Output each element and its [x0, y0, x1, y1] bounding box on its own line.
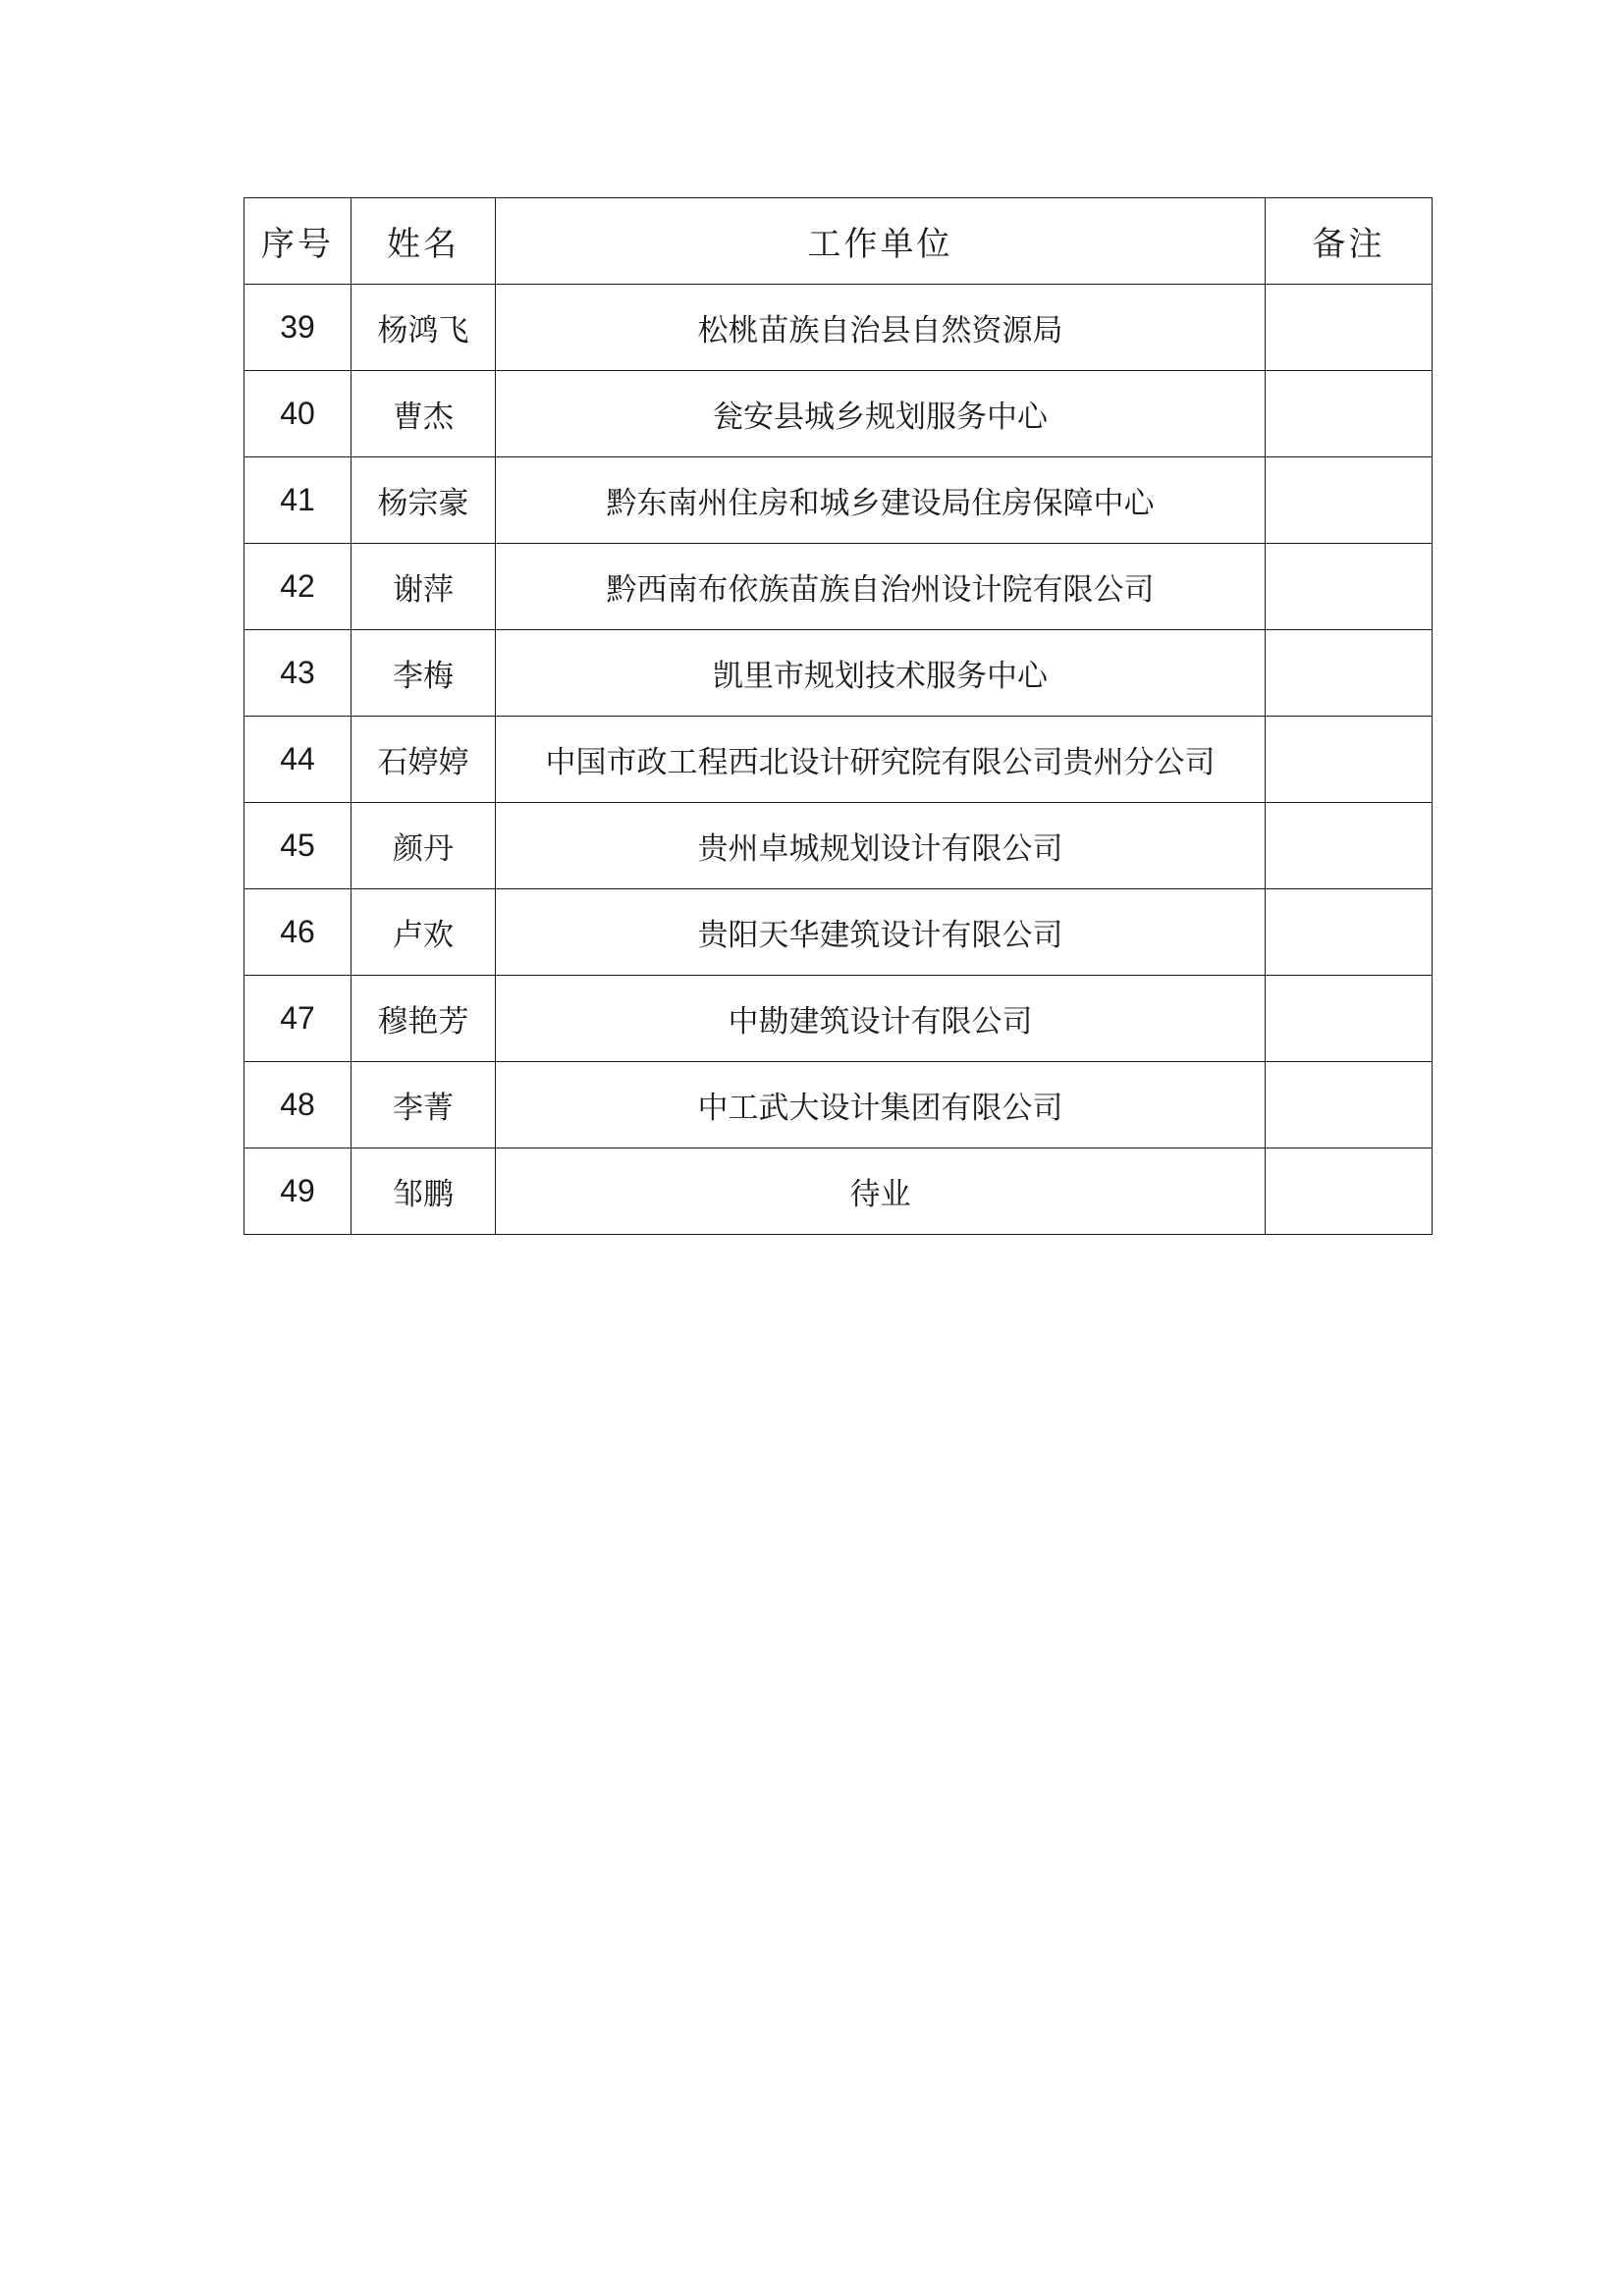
cell-no: 46 [244, 889, 352, 976]
cell-no: 44 [244, 717, 352, 803]
cell-unit: 凯里市规划技术服务中心 [496, 630, 1266, 717]
table-body [244, 285, 1433, 1235]
cell-no: 42 [244, 544, 352, 630]
table-row [244, 371, 1433, 457]
cell-unit: 中勘建筑设计有限公司 [496, 976, 1266, 1062]
cell-unit: 贵阳天华建筑设计有限公司 [496, 889, 1266, 976]
cell-note [1266, 544, 1433, 630]
cell-unit: 松桃苗族自治县自然资源局 [496, 285, 1266, 371]
table-row [244, 1062, 1433, 1148]
cell-note [1266, 457, 1433, 544]
header-row [244, 198, 1433, 285]
cell-unit: 中工武大设计集团有限公司 [496, 1062, 1266, 1148]
table-row [244, 803, 1433, 889]
header-note: 备注 [1266, 198, 1433, 285]
cell-note [1266, 976, 1433, 1062]
cell-name: 李菁 [352, 1062, 496, 1148]
cell-no: 39 [244, 285, 352, 371]
cell-no: 45 [244, 803, 352, 889]
table-row [244, 285, 1433, 371]
cell-note [1266, 1148, 1433, 1235]
cell-name: 邹鹏 [352, 1148, 496, 1235]
cell-name: 李梅 [352, 630, 496, 717]
table-row [244, 717, 1433, 803]
cell-name: 杨鸿飞 [352, 285, 496, 371]
table-row [244, 889, 1433, 976]
cell-note [1266, 371, 1433, 457]
cell-name: 曹杰 [352, 371, 496, 457]
cell-unit: 黔西南布依族苗族自治州设计院有限公司 [496, 544, 1266, 630]
header-name: 姓名 [352, 198, 496, 285]
cell-note [1266, 1062, 1433, 1148]
cell-name: 穆艳芳 [352, 976, 496, 1062]
cell-no: 47 [244, 976, 352, 1062]
cell-note [1266, 889, 1433, 976]
table-row [244, 1148, 1433, 1235]
cell-unit: 瓮安县城乡规划服务中心 [496, 371, 1266, 457]
cell-note [1266, 285, 1433, 371]
cell-unit: 黔东南州住房和城乡建设局住房保障中心 [496, 457, 1266, 544]
cell-no: 41 [244, 457, 352, 544]
table-header [244, 198, 1433, 285]
personnel-table [244, 197, 1433, 1235]
cell-unit: 待业 [496, 1148, 1266, 1235]
table-row [244, 630, 1433, 717]
cell-note [1266, 803, 1433, 889]
table-row [244, 976, 1433, 1062]
cell-no: 40 [244, 371, 352, 457]
cell-no: 49 [244, 1148, 352, 1235]
table-row [244, 544, 1433, 630]
cell-no: 48 [244, 1062, 352, 1148]
header-no: 序号 [244, 198, 352, 285]
cell-note [1266, 717, 1433, 803]
cell-name: 卢欢 [352, 889, 496, 976]
cell-name: 谢萍 [352, 544, 496, 630]
cell-no: 43 [244, 630, 352, 717]
cell-note [1266, 630, 1433, 717]
cell-unit: 贵州卓城规划设计有限公司 [496, 803, 1266, 889]
cell-unit: 中国市政工程西北设计研究院有限公司贵州分公司 [496, 717, 1266, 803]
header-unit: 工作单位 [496, 198, 1266, 285]
table-row [244, 457, 1433, 544]
cell-name: 石婷婷 [352, 717, 496, 803]
cell-name: 颜丹 [352, 803, 496, 889]
cell-name: 杨宗豪 [352, 457, 496, 544]
